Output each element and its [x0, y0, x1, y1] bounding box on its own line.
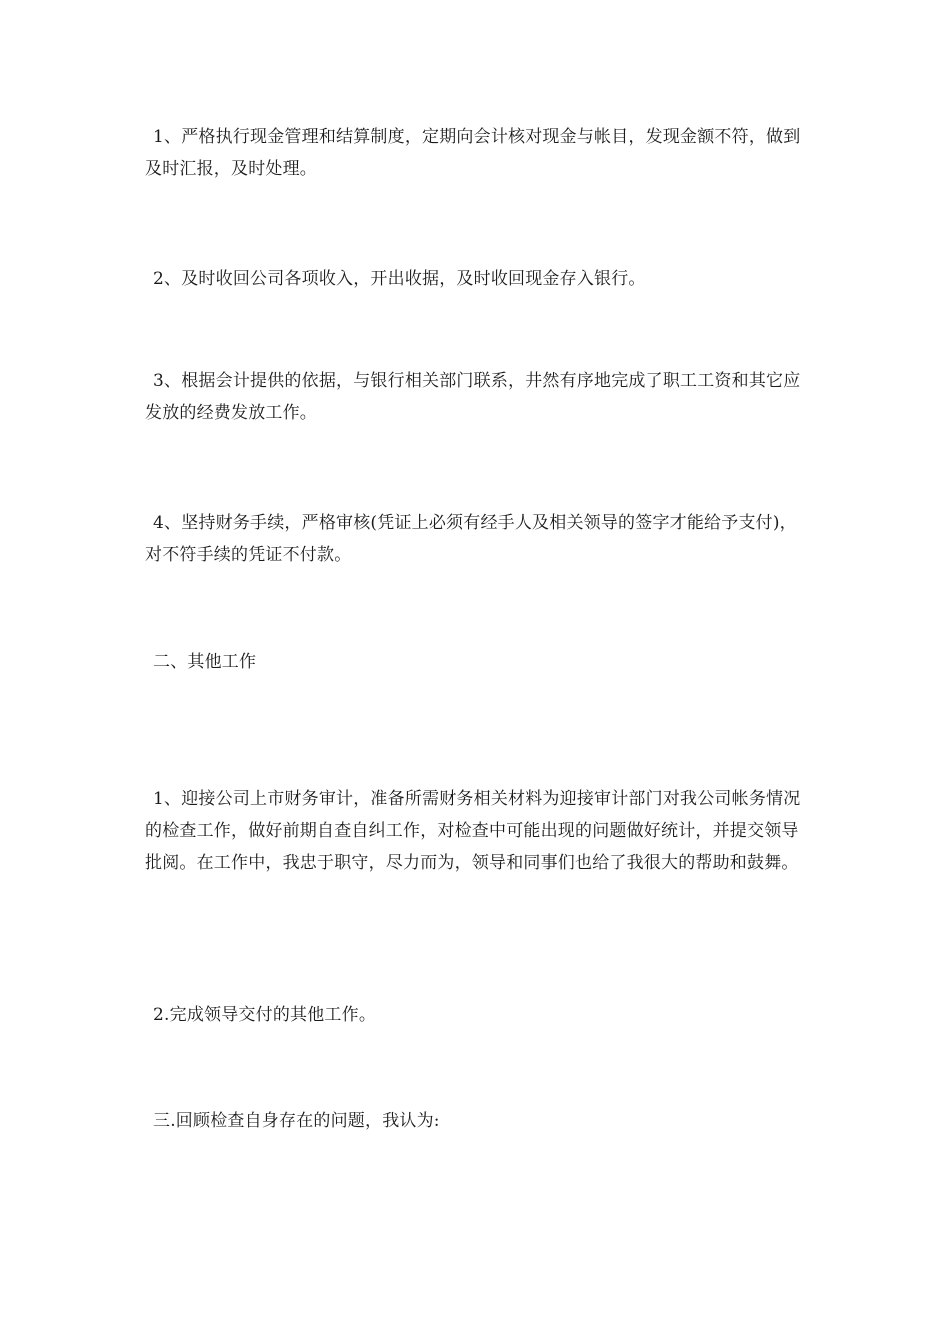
paragraph-collect-income: 2、及时收回公司各项收入，开出收据，及时收回现金存入银行。 [153, 269, 646, 289]
paragraph-cash-management: 1、严格执行现金管理和结算制度，定期向会计核对现金与帐目，发现金额不符，做到及时汇报，及时处理。 [145, 127, 801, 179]
paragraph-other-tasks: 2.完成领导交付的其他工作。 [153, 1005, 377, 1025]
paragraph-salary-payment: 3、根据会计提供的依据，与银行相关部门联系，井然有序地完成了职工工资和其它应发放的经费发放工作。 [145, 371, 801, 423]
section-heading-self-review: 三.回顾检查自身存在的问题，我认为: [153, 1111, 440, 1131]
section-heading-other-work: 二、其他工作 [153, 652, 257, 672]
paragraph-financial-procedures: 4、坚持财务手续，严格审核(凭证上必须有经手人及相关领导的签字才能给予支付)，对不符手续的凭证不付款。 [145, 513, 797, 565]
paragraph-audit-preparation: 1、迎接公司上市财务审计，准备所需财务相关材料为迎接审计部门对我公司帐务情况的检查工作，做好前期自查自纠工作，对检查中可能出现的问题做好统计，并提交领导批阅。在工作中，我忠于职守，尽力而为，领导和同事们也给了我很大的帮助和鼓舞。 [145, 789, 801, 873]
